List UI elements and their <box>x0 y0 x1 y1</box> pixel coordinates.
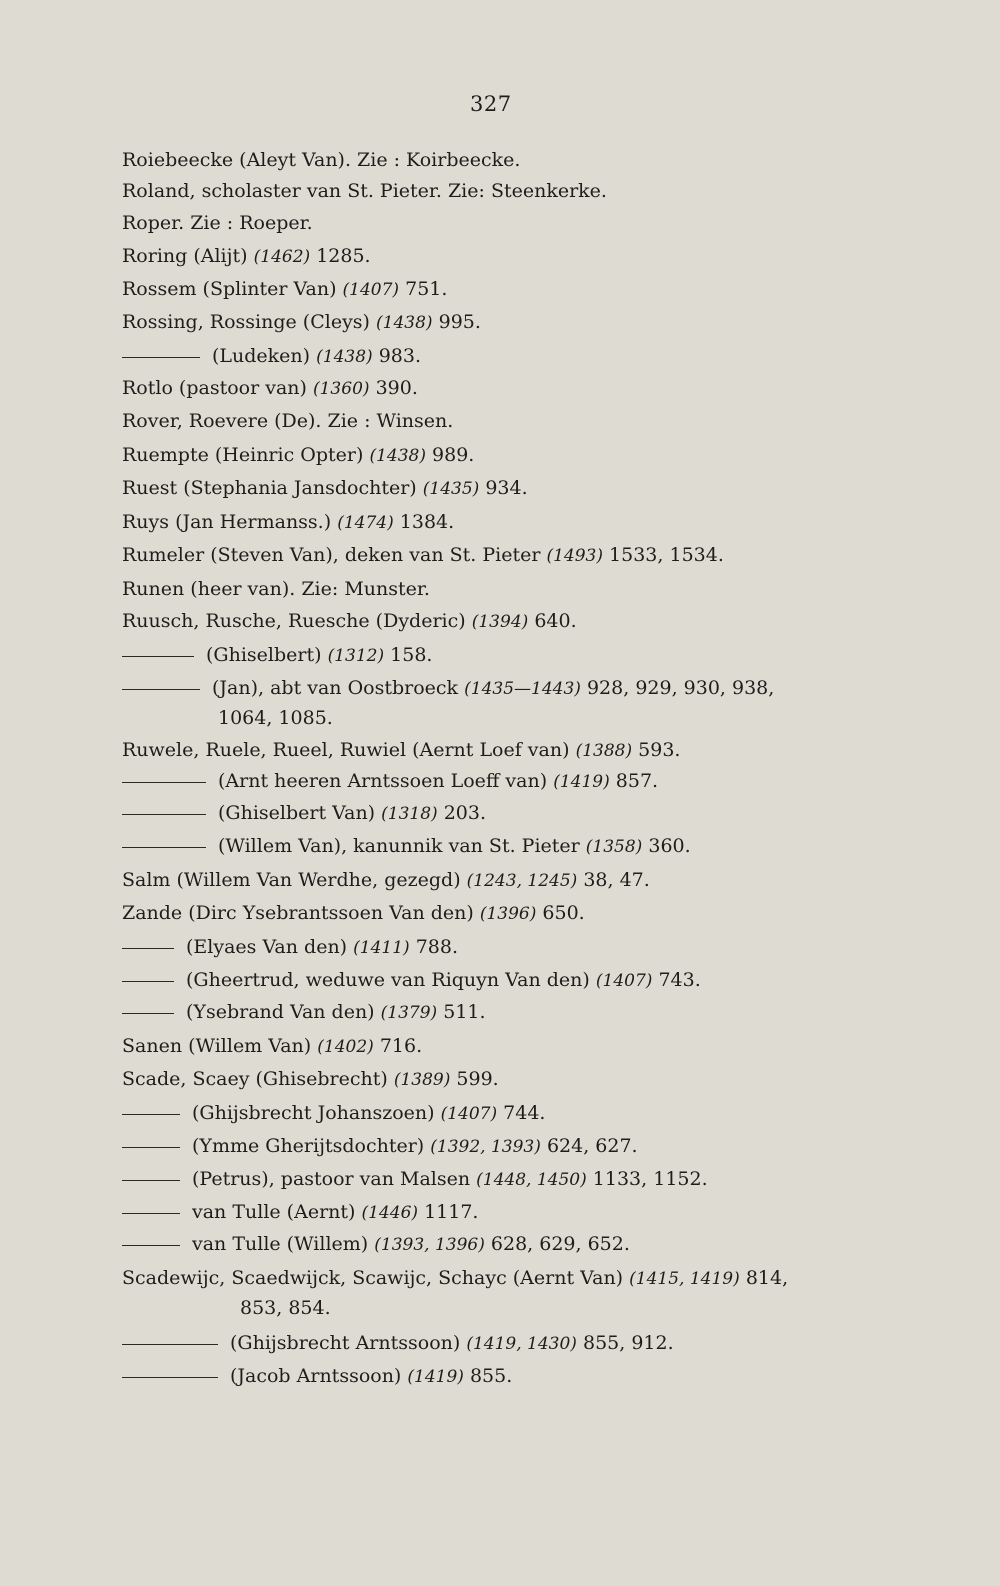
index-entry: Roring (Alijt) (1462) 1285. <box>122 245 371 267</box>
index-entry: Sanen (Willem Van) (1402) 716. <box>122 1035 423 1057</box>
entry-continuation-line: 853, 854. <box>240 1297 331 1319</box>
index-entry-continuation: (Ludeken) (1438) 983. <box>122 340 960 373</box>
continuation-dash <box>122 1377 218 1378</box>
continuation-dash <box>122 1147 180 1148</box>
index-entry: Ruempte (Heinric Opter) (1438) 989. <box>122 444 475 466</box>
index-entry: Zande (Dirc Ysebrantssoen Van den) (1396) 650. <box>122 902 585 924</box>
index-entry: Rossem (Splinter Van) (1407) 751. <box>122 278 448 300</box>
index-entry: Rossing, Rossinge (Cleys) (1438) 995. <box>122 311 481 333</box>
continuation-dash <box>122 981 174 982</box>
index-entry: Rover, Roevere (De). Zie : Winsen. <box>122 410 454 432</box>
index-entry: Roper. Zie : Roeper. <box>122 212 313 234</box>
continuation-dash <box>122 689 200 690</box>
continuation-dash <box>122 1344 218 1345</box>
index-entry: Ruwele, Ruele, Rueel, Ruwiel (Aernt Loef van) (1388) 593. <box>122 739 681 761</box>
continuation-dash <box>122 782 206 783</box>
index-entry-continuation: van Tulle (Willem) (1393, 1396) 628, 629, 652. <box>122 1228 960 1261</box>
index-entry-continuation: van Tulle (Aernt) (1446) 1117. <box>122 1196 960 1229</box>
index-entry-continuation: (Willem Van), kanunnik van St. Pieter (1358) 360. <box>122 830 960 863</box>
index-entry: Scade, Scaey (Ghisebrecht) (1389) 599. <box>122 1068 499 1090</box>
index-entry-continuation: (Petrus), pastoor van Malsen (1448, 1450) 1133, 1152. <box>122 1163 960 1196</box>
index-entry-continuation: (Ghijsbrecht Arntssoon) (1419, 1430) 855, 912. <box>122 1327 960 1360</box>
index-entry-continuation: (Ysebrand Van den) (1379) 511. <box>122 996 960 1029</box>
index-entry-continuation: (Elyaes Van den) (1411) 788. <box>122 931 960 964</box>
index-entry: Ruest (Stephania Jansdochter) (1435) 934. <box>122 477 528 499</box>
continuation-dash <box>122 1114 180 1115</box>
index-entry: Salm (Willem Van Werdhe, gezegd) (1243, 1245) 38, 47. <box>122 869 650 891</box>
index-entry: Rotlo (pastoor van) (1360) 390. <box>122 377 418 399</box>
index-entry-continuation: (Arnt heeren Arntssoen Loeff van) (1419) 857. <box>122 765 960 798</box>
continuation-dash <box>122 1213 180 1214</box>
continuation-dash <box>122 1180 180 1181</box>
index-entry: Ruys (Jan Hermanss.) (1474) 1384. <box>122 511 455 533</box>
index-entry-continuation: (Jacob Arntssoon) (1419) 855. <box>122 1360 960 1393</box>
continuation-dash <box>122 847 206 848</box>
index-entry: Roiebeecke (Aleyt Van). Zie : Koirbeecke. <box>122 149 521 171</box>
continuation-dash <box>122 1013 174 1014</box>
index-entry-continuation: (Ghijsbrecht Johanszoen) (1407) 744. <box>122 1097 960 1130</box>
index-entry: Scadewijc, Scaedwijck, Scawijc, Schayc (Aernt Van) (1415, 1419) 814, <box>122 1267 789 1289</box>
page-number: 327 <box>470 92 512 116</box>
index-entry-continuation: (Gheertrud, weduwe van Riquyn Van den) (1407) 743. <box>122 964 960 997</box>
continuation-dash <box>122 814 206 815</box>
index-entry-continuation: (Ghiselbert Van) (1318) 203. <box>122 797 960 830</box>
entry-continuation-line: 1064, 1085. <box>218 707 333 729</box>
continuation-dash <box>122 1245 180 1246</box>
index-entry-continuation: (Ghiselbert) (1312) 158. <box>122 639 960 672</box>
continuation-dash <box>122 948 174 949</box>
index-entry: Runen (heer van). Zie: Munster. <box>122 578 430 600</box>
index-entry: Roland, scholaster van St. Pieter. Zie: Steenkerke. <box>122 180 607 202</box>
continuation-dash <box>122 357 200 358</box>
index-entry: Ruusch, Rusche, Ruesche (Dyderic) (1394) 640. <box>122 610 577 632</box>
continuation-dash <box>122 656 194 657</box>
index-entry: Rumeler (Steven Van), deken van St. Pieter (1493) 1533, 1534. <box>122 544 724 566</box>
index-entry-continuation: (Ymme Gherijtsdochter) (1392, 1393) 624, 627. <box>122 1130 960 1163</box>
index-entry-continuation: (Jan), abt van Oostbroeck (1435—1443) 928, 929, 930, 938, <box>122 672 960 705</box>
